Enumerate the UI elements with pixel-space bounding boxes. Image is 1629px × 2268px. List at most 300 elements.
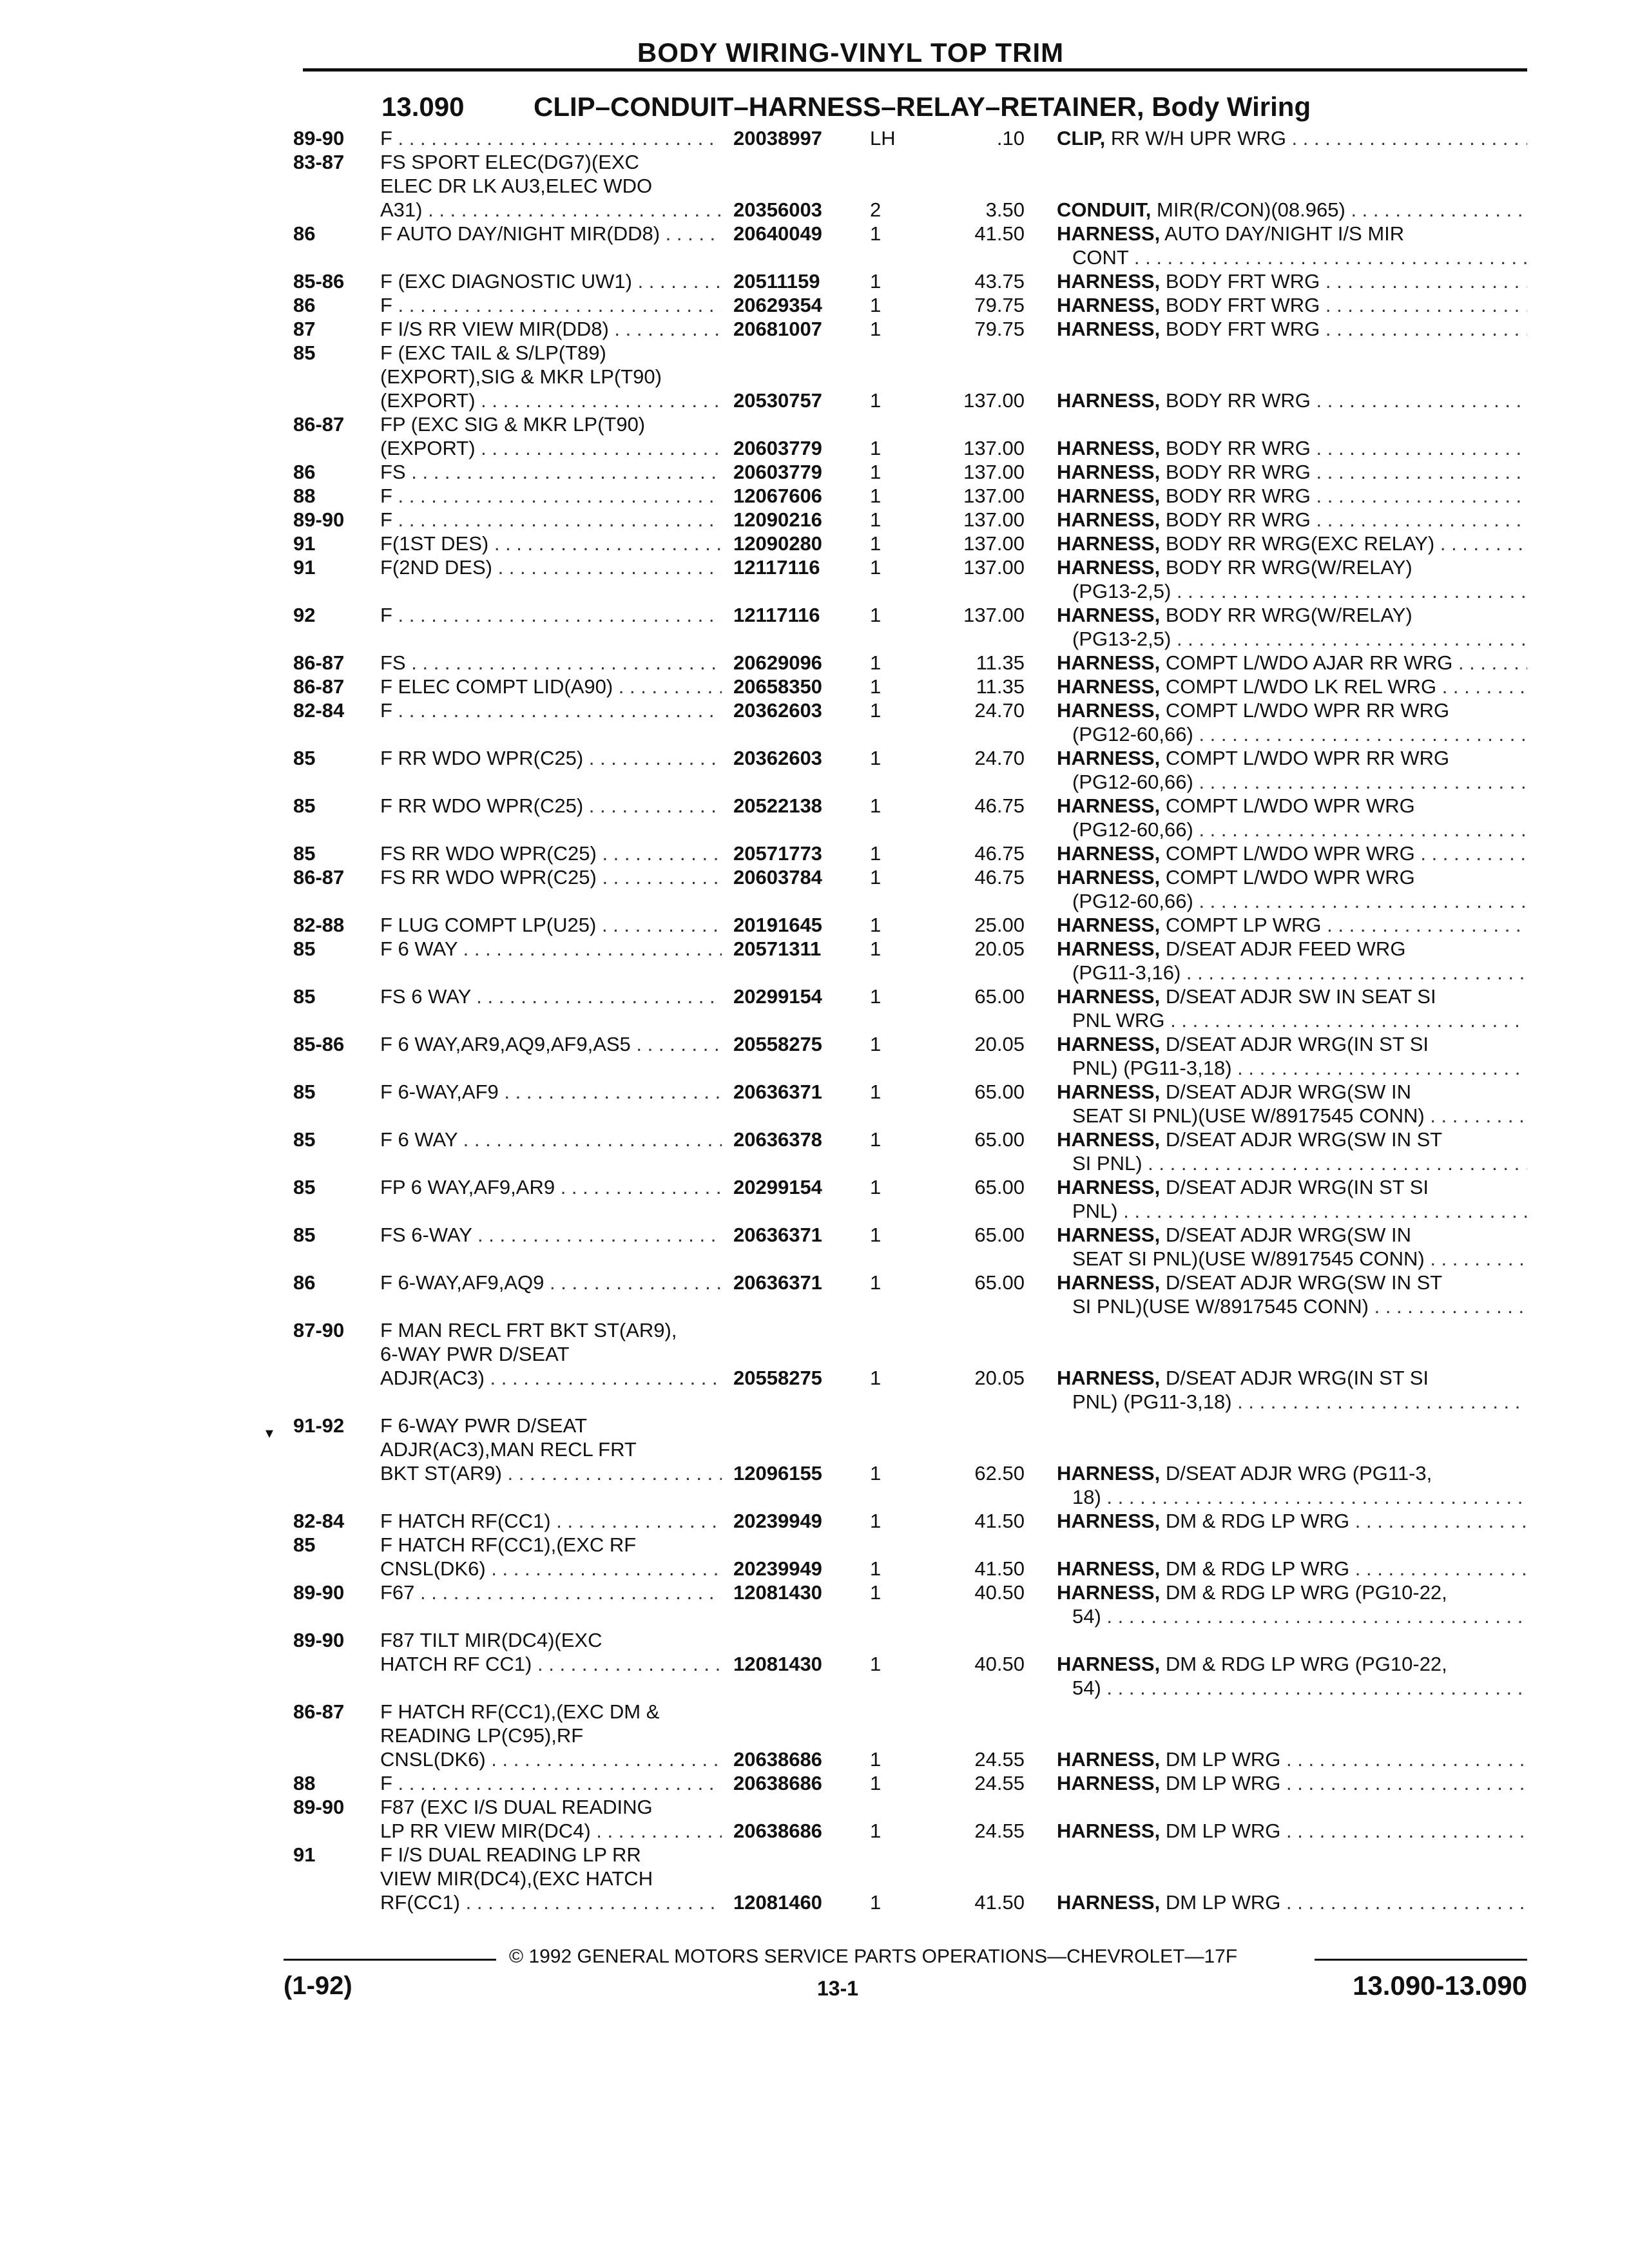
price: 137.00	[963, 604, 1025, 626]
usage-line: F 6 WAY . . .	[380, 937, 722, 961]
part-name-detail: D/SEAT ADJR WRG(IN ST SI	[1160, 1033, 1429, 1055]
price: 41.50	[974, 222, 1025, 245]
quantity: 1	[870, 914, 882, 936]
price: 65.00	[974, 1176, 1025, 1198]
price: 137.00	[963, 508, 1025, 531]
price: 40.50	[974, 1581, 1025, 1604]
footer-rule-right	[1315, 1959, 1527, 1961]
part-name-continuation: 54) . . .	[1057, 1604, 1527, 1628]
part-name-detail: BODY RR WRG	[1160, 437, 1311, 459]
part-name-continuation: (PG13-2,5) . . .	[1057, 579, 1527, 603]
quantity: 1	[870, 1462, 882, 1485]
quantity: 1	[870, 842, 882, 865]
part-name-noun: HARNESS,	[1057, 675, 1161, 698]
part-name-line	[1057, 1747, 1527, 1771]
part-name-noun: HARNESS,	[1057, 937, 1161, 960]
part-usage	[380, 150, 722, 222]
price: 24.70	[974, 747, 1025, 769]
part-name-noun: HARNESS,	[1057, 1581, 1161, 1604]
part-row	[0, 293, 1629, 317]
part-name-noun: HARNESS,	[1057, 1772, 1161, 1794]
part-number: 20239949	[733, 1557, 822, 1580]
part-number: 20511159	[733, 270, 820, 293]
price: 46.75	[974, 794, 1025, 817]
price: 11.35	[976, 675, 1025, 698]
usage-line: F LUG COMPT LP(U25) . . .	[380, 913, 722, 937]
part-row	[0, 1032, 1629, 1080]
part-name-detail: D/SEAT ADJR WRG(SW IN	[1160, 1081, 1412, 1103]
part-name	[1057, 1223, 1527, 1271]
part-number: 20603779	[733, 461, 822, 483]
part-number: 20636371	[733, 1224, 822, 1246]
model-years: 82-84	[293, 1510, 345, 1532]
part-name-continuation: 18) . . .	[1057, 1485, 1527, 1509]
usage-line: F MAN RECL FRT BKT ST(AR9),	[380, 1319, 677, 1341]
part-name-noun: HARNESS,	[1057, 461, 1161, 483]
part-number: 20558275	[733, 1033, 822, 1055]
model-years: 85	[293, 341, 316, 364]
model-years: 85	[293, 1081, 316, 1103]
price: 24.55	[974, 1820, 1025, 1842]
part-name-noun: HARNESS,	[1057, 985, 1161, 1008]
usage-line: F 6-WAY PWR D/SEAT	[380, 1414, 587, 1437]
part-usage	[380, 460, 722, 484]
usage-line: F 6 WAY . . .	[380, 1128, 722, 1151]
model-years: 85	[293, 794, 316, 817]
model-years: 86	[293, 1271, 316, 1294]
part-row	[0, 150, 1629, 222]
part-name-continuation: PNL) . . .	[1057, 1199, 1527, 1223]
part-number: 20558275	[733, 1367, 822, 1389]
part-row	[0, 1628, 1629, 1699]
price: 137.00	[963, 556, 1025, 579]
part-name-continuation: (PG11-3,16) . . .	[1057, 961, 1527, 985]
model-years: 86	[293, 294, 316, 316]
part-row	[0, 841, 1629, 865]
part-name-noun: CONDUIT,	[1057, 198, 1152, 221]
part-name-detail: BODY RR WRG	[1160, 389, 1311, 412]
part-name-line	[1057, 555, 1527, 579]
part-name-continuation: 54) . . .	[1057, 1676, 1527, 1700]
price: 20.05	[974, 937, 1025, 960]
price: 11.35	[976, 651, 1025, 674]
usage-line: F 6-WAY,AF9,AQ9 . . .	[380, 1271, 722, 1294]
part-name-noun: HARNESS,	[1057, 1224, 1161, 1246]
part-name	[1057, 555, 1527, 603]
part-usage	[380, 1223, 722, 1247]
part-usage	[380, 603, 722, 627]
usage-line: FS RR WDO WPR(C25) . . .	[380, 841, 722, 865]
part-usage	[380, 412, 722, 460]
model-years: 86-87	[293, 1700, 345, 1723]
section-title	[534, 91, 1311, 122]
usage-line: F AUTO DAY/NIGHT MIR(DD8) . . .	[380, 222, 722, 245]
page-title: BODY WIRING-VINYL TOP TRIM	[637, 37, 1065, 68]
model-years: 83-87	[293, 151, 345, 173]
part-name-continuation: (PG12-60,66) . . .	[1057, 818, 1527, 841]
part-name-line	[1057, 508, 1527, 532]
part-name-noun: HARNESS,	[1057, 1271, 1161, 1294]
part-name-noun: HARNESS,	[1057, 294, 1161, 316]
model-years: 86-87	[293, 651, 345, 674]
part-name	[1057, 746, 1527, 794]
part-name	[1057, 1890, 1527, 1914]
part-name-detail: COMPT L/WDO WPR WRG	[1160, 794, 1415, 817]
part-usage	[380, 1581, 722, 1604]
price: 40.50	[974, 1653, 1025, 1675]
part-name	[1057, 1652, 1527, 1700]
part-name-line	[1057, 293, 1527, 317]
usage-line: F67 . . .	[380, 1581, 722, 1604]
quantity: 1	[870, 985, 882, 1008]
part-name-detail: DM LP WRG	[1160, 1820, 1281, 1842]
part-name-noun: HARNESS,	[1057, 389, 1161, 412]
part-number: 12090280	[733, 532, 822, 555]
usage-line: F(1ST DES) . . .	[380, 532, 722, 555]
quantity: 1	[870, 699, 882, 722]
part-number: 20299154	[733, 985, 822, 1008]
footer-date: (1-92)	[284, 1972, 352, 2000]
part-name-noun: HARNESS,	[1057, 1820, 1161, 1842]
quantity: 1	[870, 937, 882, 960]
part-name	[1057, 865, 1527, 913]
quantity: LH	[870, 127, 896, 149]
part-name-line	[1057, 603, 1527, 627]
part-row	[0, 675, 1629, 698]
part-name-detail: D/SEAT ADJR FEED WRG	[1160, 937, 1406, 960]
part-number: 20638686	[733, 1820, 822, 1842]
section-title-sub: Body Wiring	[1152, 91, 1311, 122]
part-name-detail: D/SEAT ADJR WRG(SW IN ST	[1160, 1128, 1443, 1151]
part-number: 20530757	[733, 389, 822, 412]
quantity: 1	[870, 675, 882, 698]
price: 20.05	[974, 1033, 1025, 1055]
part-number: 12081430	[733, 1581, 822, 1604]
part-name-line	[1057, 1819, 1527, 1843]
price: 41.50	[974, 1891, 1025, 1914]
part-name	[1057, 1080, 1527, 1128]
model-years: 85	[293, 747, 316, 769]
footer-section-range: 13.090-13.090	[1353, 1970, 1527, 2001]
part-usage	[380, 555, 722, 579]
model-years: 85	[293, 1533, 316, 1556]
part-name-detail: DM & RDG LP WRG	[1160, 1510, 1350, 1532]
part-row	[0, 1080, 1629, 1128]
model-years: 91	[293, 556, 316, 579]
part-name	[1057, 698, 1527, 746]
part-name-line	[1057, 198, 1527, 222]
part-number: 20522138	[733, 794, 822, 817]
part-name-detail: DM LP WRG	[1160, 1891, 1281, 1914]
part-row	[0, 317, 1629, 341]
part-name-continuation: SEAT SI PNL)(USE W/8917545 CONN) . . .	[1057, 1247, 1527, 1271]
part-usage	[380, 1533, 722, 1581]
price: 137.00	[963, 532, 1025, 555]
price: 25.00	[974, 914, 1025, 936]
price: 137.00	[963, 389, 1025, 412]
quantity: 1	[870, 485, 882, 507]
part-name-noun: HARNESS,	[1057, 866, 1161, 889]
part-name	[1057, 794, 1527, 841]
part-name-detail: AUTO DAY/NIGHT I/S MIR	[1160, 222, 1405, 245]
model-years: 86-87	[293, 675, 345, 698]
part-name	[1057, 389, 1527, 412]
part-usage	[380, 675, 722, 698]
part-name-line	[1057, 1366, 1527, 1390]
part-name-noun: HARNESS,	[1057, 1128, 1161, 1151]
part-name-continuation: CONT . . .	[1057, 245, 1527, 269]
usage-line: (EXPORT) . . .	[380, 436, 722, 460]
part-name-detail: RR W/H UPR WRG	[1105, 127, 1286, 149]
part-number: 12081430	[733, 1653, 822, 1675]
usage-line: F87 (EXC I/S DUAL READING	[380, 1796, 653, 1818]
part-name-detail: BODY RR WRG(W/RELAY)	[1160, 604, 1412, 626]
price: 79.75	[974, 294, 1025, 316]
part-name-noun: HARNESS,	[1057, 914, 1161, 936]
price: 137.00	[963, 461, 1025, 483]
quantity: 1	[870, 508, 882, 531]
part-name-line	[1057, 1581, 1527, 1604]
section-number: 13.090	[381, 91, 465, 122]
part-row	[0, 269, 1629, 293]
part-number: 20636371	[733, 1271, 822, 1294]
part-name-line	[1057, 794, 1527, 818]
part-row	[0, 1318, 1629, 1413]
quantity: 1	[870, 318, 882, 340]
part-row	[0, 126, 1629, 150]
usage-line: F HATCH RF(CC1),(EXC RF	[380, 1533, 637, 1556]
part-name	[1057, 198, 1527, 222]
part-name-line	[1057, 1509, 1527, 1533]
usage-line: F RR WDO WPR(C25) . . .	[380, 794, 722, 818]
model-years: 88	[293, 485, 316, 507]
part-number: 12117116	[733, 556, 820, 579]
part-row	[0, 913, 1629, 937]
part-name-line	[1057, 985, 1527, 1008]
part-name-detail: BODY RR WRG	[1160, 508, 1311, 531]
part-name	[1057, 985, 1527, 1032]
part-name-line	[1057, 532, 1527, 555]
usage-line: F I/S DUAL READING LP RR	[380, 1843, 641, 1866]
part-usage	[380, 1509, 722, 1533]
part-name	[1057, 1747, 1527, 1771]
usage-line: F . . .	[380, 1771, 722, 1795]
part-row	[0, 603, 1629, 651]
usage-line: F HATCH RF(CC1),(EXC DM &	[380, 1700, 660, 1723]
usage-line: VIEW MIR(DC4),(EXC HATCH	[380, 1867, 653, 1890]
usage-line: F . . .	[380, 484, 722, 508]
part-name-line	[1057, 651, 1527, 675]
part-name-noun: HARNESS,	[1057, 1653, 1161, 1675]
part-usage	[380, 794, 722, 818]
part-name-noun: HARNESS,	[1057, 651, 1161, 674]
part-name	[1057, 1819, 1527, 1843]
part-number: 20636371	[733, 1081, 822, 1103]
part-number: 20362603	[733, 747, 822, 769]
model-years: 86	[293, 461, 316, 483]
part-name	[1057, 436, 1527, 460]
part-name-line	[1057, 126, 1527, 150]
part-row	[0, 484, 1629, 508]
part-usage	[380, 1032, 722, 1056]
quantity: 1	[870, 389, 882, 412]
part-name-detail: D/SEAT ADJR WRG(SW IN	[1160, 1224, 1412, 1246]
usage-line: F (EXC DIAGNOSTIC UW1) . . .	[380, 269, 722, 293]
quantity: 1	[870, 1557, 882, 1580]
part-number: 20629096	[733, 651, 822, 674]
part-number: 12067606	[733, 485, 822, 507]
part-name-detail: DM & RDG LP WRG (PG10-22,	[1160, 1653, 1447, 1675]
part-name-continuation: PNL) (PG11-3,18) . . .	[1057, 1056, 1527, 1080]
usage-line: (EXPORT) . . .	[380, 389, 722, 412]
part-name	[1057, 126, 1527, 150]
part-usage	[380, 985, 722, 1008]
part-row	[0, 794, 1629, 841]
price: 46.75	[974, 866, 1025, 889]
price: 79.75	[974, 318, 1025, 340]
part-name-continuation: (PG13-2,5) . . .	[1057, 627, 1527, 651]
part-name-noun: HARNESS,	[1057, 222, 1161, 245]
usage-line: FP (EXC SIG & MKR LP(T90)	[380, 413, 646, 436]
part-row	[0, 985, 1629, 1032]
part-name-noun: HARNESS,	[1057, 1462, 1161, 1485]
part-name-line	[1057, 317, 1527, 341]
part-row	[0, 222, 1629, 269]
part-usage	[380, 698, 722, 722]
part-row	[0, 1581, 1629, 1628]
part-number: 12090216	[733, 508, 822, 531]
part-name-line	[1057, 1461, 1527, 1485]
model-years: 87-90	[293, 1319, 345, 1341]
part-row	[0, 1533, 1629, 1581]
part-name-detail: D/SEAT ADJR SW IN SEAT SI	[1160, 985, 1436, 1008]
part-usage	[380, 746, 722, 770]
price: 20.05	[974, 1367, 1025, 1389]
part-name-detail: BODY RR WRG(W/RELAY)	[1160, 556, 1412, 579]
part-number: 20362603	[733, 699, 822, 722]
part-name-noun: HARNESS,	[1057, 1033, 1161, 1055]
model-years: 85	[293, 1128, 316, 1151]
price: 3.50	[985, 198, 1025, 221]
part-name-detail: COMPT L/WDO WPR WRG	[1160, 842, 1415, 865]
usage-line: F 6 WAY,AR9,AQ9,AF9,AS5 . . .	[380, 1032, 722, 1056]
part-name-detail: BODY RR WRG(EXC RELAY)	[1160, 532, 1435, 555]
part-usage	[380, 651, 722, 675]
usage-line: F . . .	[380, 508, 722, 532]
part-name-noun: CLIP,	[1057, 127, 1106, 149]
part-number: 20299154	[733, 1176, 822, 1198]
usage-line: ADJR(AC3),MAN RECL FRT	[380, 1438, 637, 1461]
quantity: 1	[870, 1271, 882, 1294]
usage-line: F . . .	[380, 126, 722, 150]
margin-bullet: ▾	[265, 1425, 274, 1442]
part-name-noun: HARNESS,	[1057, 508, 1161, 531]
part-name-line	[1057, 1557, 1527, 1581]
model-years: 85	[293, 842, 316, 865]
part-name-line	[1057, 1223, 1527, 1247]
part-usage	[380, 1318, 722, 1390]
quantity: 1	[870, 1510, 882, 1532]
part-name-detail: DM LP WRG	[1160, 1772, 1281, 1794]
price: 24.55	[974, 1748, 1025, 1771]
part-name-line	[1057, 1771, 1527, 1795]
part-name-continuation: PNL) (PG11-3,18) . . .	[1057, 1390, 1527, 1414]
part-name	[1057, 293, 1527, 317]
part-row	[0, 698, 1629, 746]
price: .10	[996, 127, 1025, 149]
part-name-line	[1057, 1175, 1527, 1199]
quantity: 1	[870, 1748, 882, 1771]
usage-line: HATCH RF CC1) . . .	[380, 1652, 722, 1676]
usage-line: F . . .	[380, 293, 722, 317]
model-years: 85-86	[293, 270, 345, 293]
part-number: 12117116	[733, 604, 820, 626]
part-name-detail: D/SEAT ADJR WRG (PG11-3,	[1160, 1462, 1432, 1485]
part-row	[0, 1414, 1629, 1508]
quantity: 1	[870, 1820, 882, 1842]
model-years: 86-87	[293, 413, 345, 436]
part-name	[1057, 508, 1527, 532]
part-usage	[380, 293, 722, 317]
part-name	[1057, 1128, 1527, 1175]
part-name-detail: D/SEAT ADJR WRG(IN ST SI	[1160, 1367, 1429, 1389]
part-name	[1057, 1366, 1527, 1414]
part-name-continuation: SI PNL) . . .	[1057, 1151, 1527, 1175]
model-years: 85	[293, 1176, 316, 1198]
part-name-detail: BODY RR WRG	[1160, 485, 1311, 507]
part-number: 12096155	[733, 1462, 822, 1485]
part-number: 20640049	[733, 222, 822, 245]
price: 24.70	[974, 699, 1025, 722]
part-name	[1057, 484, 1527, 508]
part-name	[1057, 269, 1527, 293]
quantity: 1	[870, 604, 882, 626]
usage-line: FS 6-WAY . . .	[380, 1223, 722, 1247]
usage-line: (EXPORT),SIG & MKR LP(T90)	[380, 365, 662, 388]
part-name-noun: HARNESS,	[1057, 532, 1161, 555]
part-name-continuation: SI PNL)(USE W/8917545 CONN) . . .	[1057, 1294, 1527, 1318]
part-name-line	[1057, 1032, 1527, 1056]
part-name-noun: HARNESS,	[1057, 1367, 1161, 1389]
part-name-detail: COMPT L/WDO WPR RR WRG	[1160, 747, 1450, 769]
part-name	[1057, 913, 1527, 937]
model-years: 85	[293, 985, 316, 1008]
part-row	[0, 651, 1629, 675]
part-name-continuation: SEAT SI PNL)(USE W/8917545 CONN) . . .	[1057, 1104, 1527, 1128]
part-usage	[380, 1414, 722, 1485]
part-number: 20681007	[733, 318, 822, 340]
part-number: 20658350	[733, 675, 822, 698]
part-name-line	[1057, 746, 1527, 770]
part-usage	[380, 1843, 722, 1914]
part-number: 20571773	[733, 842, 822, 865]
part-name-noun: HARNESS,	[1057, 1557, 1161, 1580]
usage-line: F . . .	[380, 603, 722, 627]
part-number: 20638686	[733, 1748, 822, 1771]
quantity: 1	[870, 794, 882, 817]
part-usage	[380, 1080, 722, 1104]
part-row	[0, 1223, 1629, 1271]
price: 24.55	[974, 1772, 1025, 1794]
part-number: 20636378	[733, 1128, 822, 1151]
model-years: 87	[293, 318, 316, 340]
quantity: 1	[870, 651, 882, 674]
model-years: 92	[293, 604, 316, 626]
part-name	[1057, 1032, 1527, 1080]
usage-line: READING LP(C95),RF	[380, 1724, 584, 1747]
price: 62.50	[974, 1462, 1025, 1485]
quantity: 1	[870, 1367, 882, 1389]
